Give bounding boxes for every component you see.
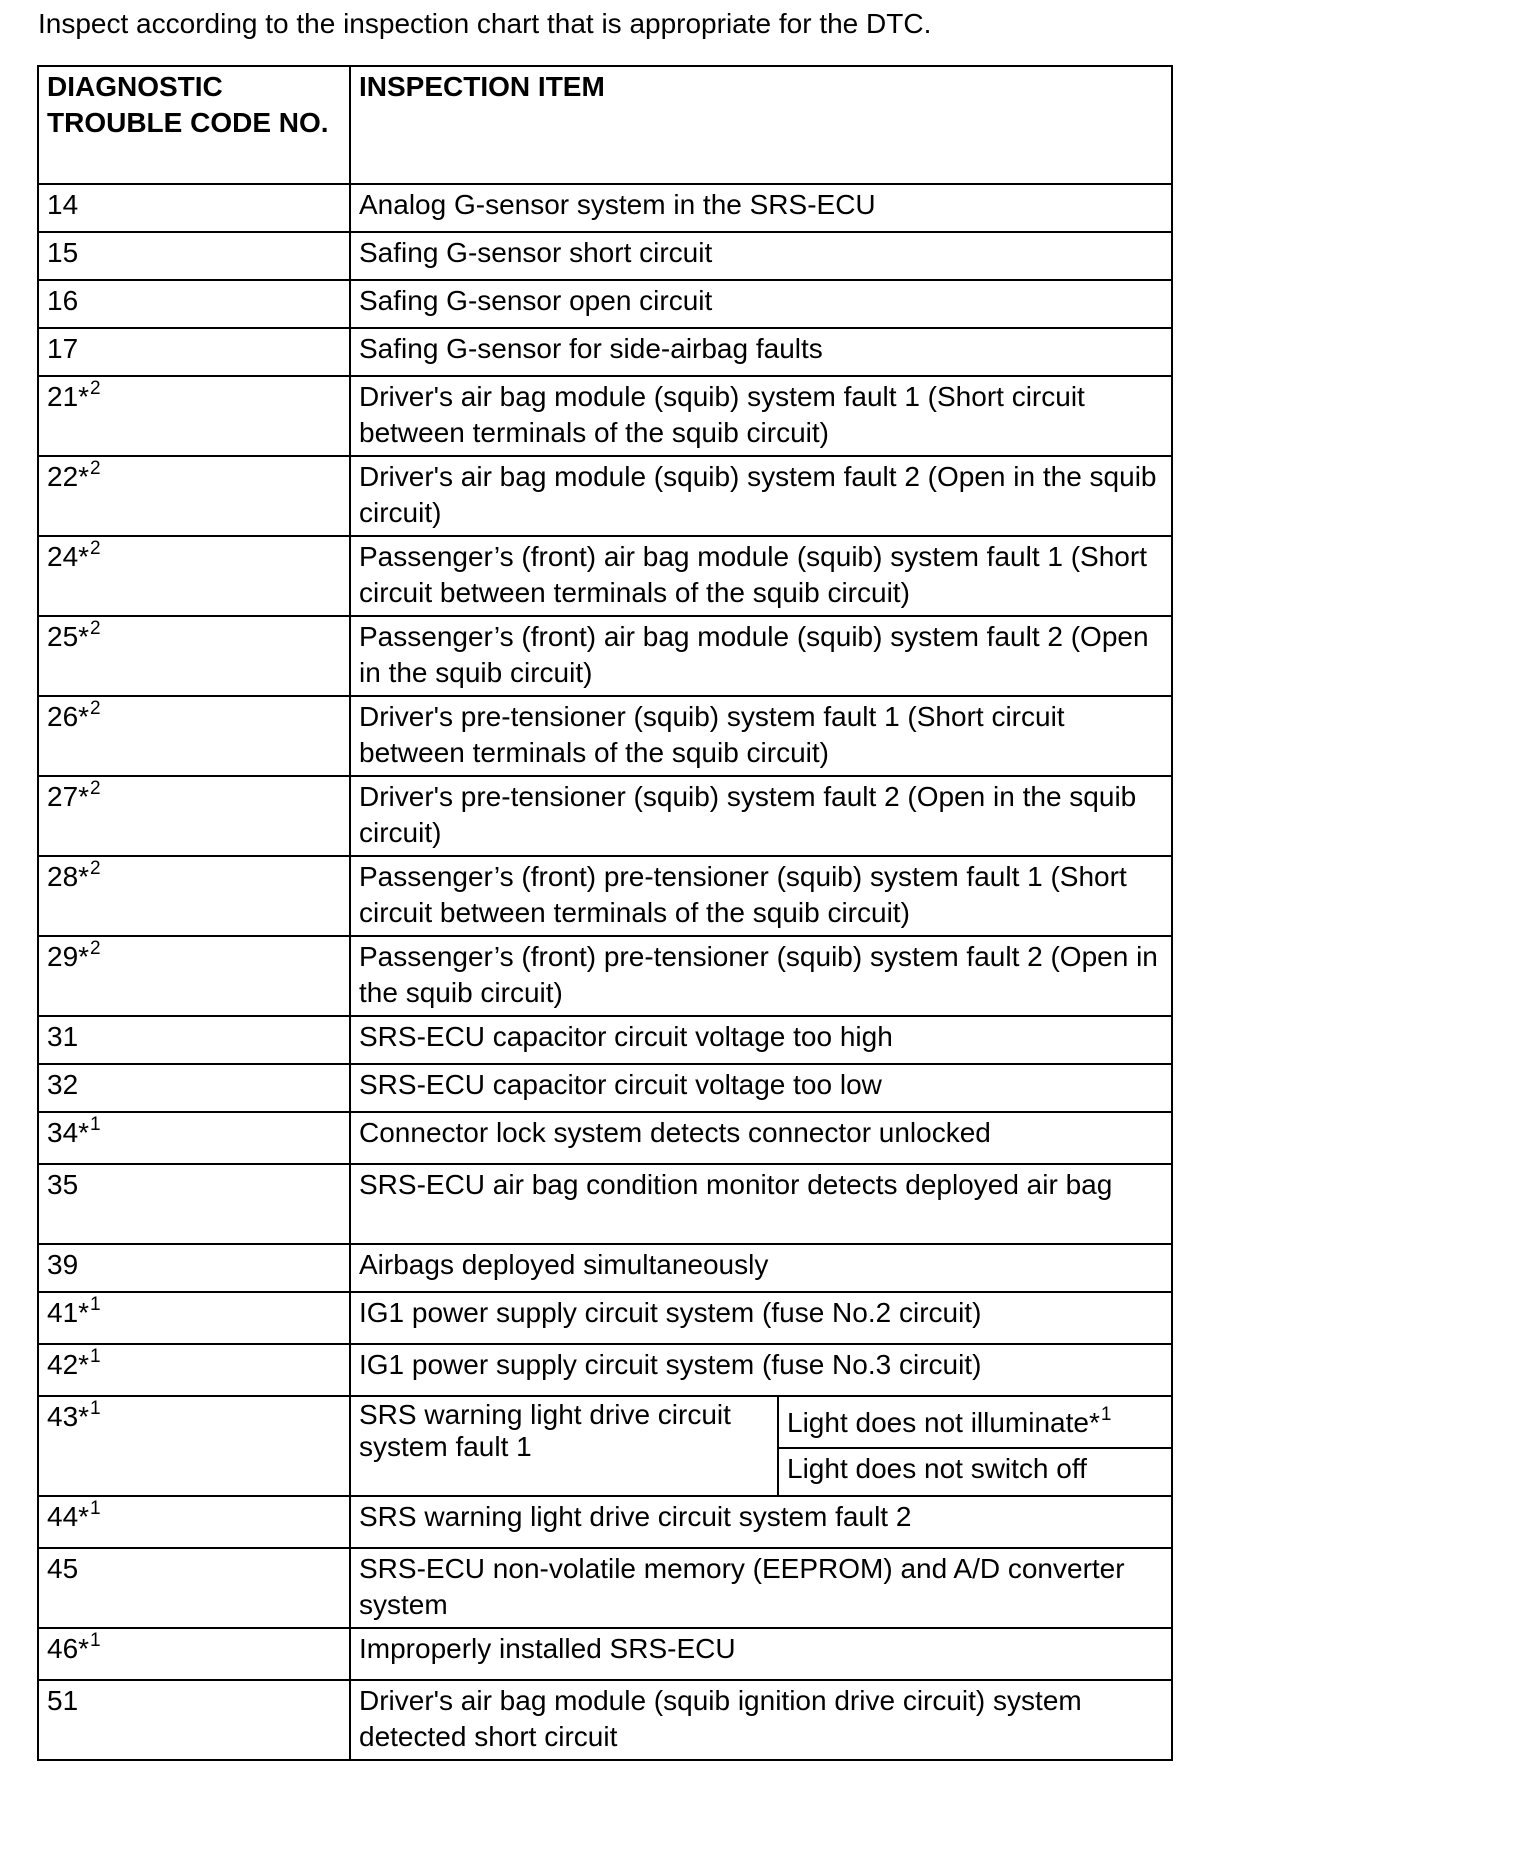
dtc-code xyxy=(38,456,350,536)
dtc-code xyxy=(38,280,350,328)
dtc-code-value: 22* xyxy=(47,461,90,492)
inspection-item: Passenger’s (front) air bag module (squib) system fault 2 (Open in the squib circuit) xyxy=(350,616,1172,696)
dtc-code xyxy=(38,1016,350,1064)
dtc-code-footnote: 2 xyxy=(90,938,101,959)
table-row xyxy=(38,456,1172,536)
table-row xyxy=(38,1496,1172,1548)
inspection-subitem-footnote: 1 xyxy=(1100,1404,1112,1425)
table-row xyxy=(38,376,1172,456)
dtc-code-footnote: 1 xyxy=(90,1346,101,1367)
dtc-code xyxy=(38,1680,350,1760)
dtc-code xyxy=(38,776,350,856)
dtc-code-footnote: 1 xyxy=(90,1498,101,1519)
inspection-item: Passenger’s (front) air bag module (squib) system fault 1 (Short circuit between terminals of the squib circuit) xyxy=(350,536,1172,616)
inspection-item: Passenger’s (front) pre-tensioner (squib) system fault 1 (Short circuit between terminals of the squib circuit) xyxy=(350,856,1172,936)
table-row xyxy=(38,1292,1172,1344)
dtc-code xyxy=(38,184,350,232)
inspection-item: Airbags deployed simultaneously xyxy=(350,1244,1172,1292)
inspection-item: Passenger’s (front) pre-tensioner (squib) system fault 2 (Open in the squib circuit) xyxy=(350,936,1172,1016)
table-row xyxy=(38,232,1172,280)
table-row xyxy=(38,1112,1172,1164)
dtc-inspection-table xyxy=(37,65,1173,1761)
dtc-code-value: 51 xyxy=(47,1685,79,1716)
dtc-code-value: 39 xyxy=(47,1249,79,1280)
dtc-code-value: 29* xyxy=(47,941,90,972)
inspection-item: Driver's air bag module (squib) system fault 1 (Short circuit between terminals of the squib circuit) xyxy=(350,376,1172,456)
inspection-subitem-text: Light does not illuminate* xyxy=(787,1407,1100,1438)
inspection-item: SRS-ECU air bag condition monitor detects deployed air bag xyxy=(350,1164,1172,1244)
inspection-item: Improperly installed SRS-ECU xyxy=(350,1628,1172,1680)
dtc-code-footnote: 1 xyxy=(90,1114,101,1135)
dtc-code xyxy=(38,1244,350,1292)
header-code: DIAGNOSTIC TROUBLE CODE NO. xyxy=(38,66,350,184)
table-row xyxy=(38,1016,1172,1064)
dtc-code-value: 44* xyxy=(47,1501,90,1532)
table-row xyxy=(38,1064,1172,1112)
dtc-code xyxy=(38,1064,350,1112)
dtc-code-value: 28* xyxy=(47,861,90,892)
dtc-code xyxy=(38,1548,350,1628)
dtc-code-value: 27* xyxy=(47,781,90,812)
inspection-item: IG1 power supply circuit system (fuse No.2 circuit) xyxy=(350,1292,1172,1344)
dtc-code-footnote: 2 xyxy=(90,458,101,479)
dtc-code-value: 16 xyxy=(47,285,79,316)
dtc-code-value: 21* xyxy=(47,381,90,412)
dtc-code-footnote: 2 xyxy=(90,538,101,559)
table-row xyxy=(38,280,1172,328)
table-row xyxy=(38,536,1172,616)
dtc-code-value: 17 xyxy=(47,333,79,364)
header-item: INSPECTION ITEM xyxy=(350,66,1172,184)
dtc-code xyxy=(38,1292,350,1344)
dtc-code xyxy=(38,616,350,696)
inspection-item: SRS-ECU non-volatile memory (EEPROM) and A/D converter system xyxy=(350,1548,1172,1628)
dtc-code xyxy=(38,696,350,776)
inspection-item: Driver's air bag module (squib ignition drive circuit) system detected short circuit xyxy=(350,1680,1172,1760)
table-row xyxy=(38,616,1172,696)
dtc-code xyxy=(38,856,350,936)
dtc-code-footnote: 2 xyxy=(90,698,101,719)
dtc-code-value: 26* xyxy=(47,701,90,732)
table-row xyxy=(38,856,1172,936)
dtc-code-value: 45 xyxy=(47,1553,79,1584)
dtc-code-value: 32 xyxy=(47,1069,79,1100)
inspection-item: Driver's pre-tensioner (squib) system fault 2 (Open in the squib circuit) xyxy=(350,776,1172,856)
dtc-code xyxy=(38,328,350,376)
dtc-code-footnote: 1 xyxy=(90,1398,101,1419)
dtc-code xyxy=(38,1396,350,1496)
dtc-code-value: 42* xyxy=(47,1349,90,1380)
dtc-code-footnote: 2 xyxy=(90,858,101,879)
table-row xyxy=(38,1680,1172,1760)
dtc-code-value: 35 xyxy=(47,1169,79,1200)
table-row xyxy=(38,696,1172,776)
table-row xyxy=(38,936,1172,1016)
inspection-item: Safing G-sensor for side-airbag faults xyxy=(350,328,1172,376)
dtc-code-footnote: 1 xyxy=(90,1630,101,1651)
dtc-code xyxy=(38,936,350,1016)
table-row xyxy=(38,776,1172,856)
dtc-code-value: 15 xyxy=(47,237,79,268)
dtc-code-footnote: 2 xyxy=(90,378,101,399)
dtc-code-value: 34* xyxy=(47,1117,90,1148)
table-body xyxy=(38,184,1172,1760)
table-row xyxy=(38,1548,1172,1628)
inspection-item: IG1 power supply circuit system (fuse No.3 circuit) xyxy=(350,1344,1172,1396)
inspection-item: SRS-ECU capacitor circuit voltage too high xyxy=(350,1016,1172,1064)
inspection-item: Safing G-sensor open circuit xyxy=(350,280,1172,328)
dtc-code-value: 41* xyxy=(47,1297,90,1328)
intro-text: Inspect according to the inspection chart that is appropriate for the DTC. xyxy=(38,8,932,39)
dtc-code-value: 24* xyxy=(47,541,90,572)
inspection-item: Safing G-sensor short circuit xyxy=(350,232,1172,280)
dtc-code xyxy=(38,1628,350,1680)
dtc-code-footnote: 2 xyxy=(90,778,101,799)
table-row xyxy=(38,1396,1172,1448)
table-row xyxy=(38,1244,1172,1292)
table-row xyxy=(38,1344,1172,1396)
dtc-code xyxy=(38,376,350,456)
inspection-item: SRS warning light drive circuit system fault 2 xyxy=(350,1496,1172,1548)
dtc-code xyxy=(38,232,350,280)
inspection-item: Analog G-sensor system in the SRS-ECU xyxy=(350,184,1172,232)
dtc-code-footnote: 2 xyxy=(90,618,101,639)
inspection-item: Connector lock system detects connector unlocked xyxy=(350,1112,1172,1164)
table-header-row xyxy=(38,66,1172,184)
inspection-item: Driver's air bag module (squib) system fault 2 (Open in the squib circuit) xyxy=(350,456,1172,536)
inspection-subitem: Light does not switch off xyxy=(778,1448,1172,1496)
dtc-code xyxy=(38,1344,350,1396)
dtc-code-value: 25* xyxy=(47,621,90,652)
dtc-code xyxy=(38,536,350,616)
table-row xyxy=(38,184,1172,232)
table-row xyxy=(38,1164,1172,1244)
dtc-code-footnote: 1 xyxy=(90,1294,101,1315)
table-row xyxy=(38,1628,1172,1680)
dtc-code-value: 31 xyxy=(47,1021,79,1052)
dtc-code xyxy=(38,1496,350,1548)
dtc-code-value: 43* xyxy=(47,1401,90,1432)
dtc-code xyxy=(38,1112,350,1164)
dtc-code-value: 46* xyxy=(47,1633,90,1664)
dtc-code-value: 14 xyxy=(47,189,79,220)
inspection-item: SRS-ECU capacitor circuit voltage too low xyxy=(350,1064,1172,1112)
inspection-subitem xyxy=(778,1396,1172,1448)
inspection-item: SRS warning light drive circuit system fault 1 xyxy=(350,1396,778,1496)
table-row xyxy=(38,328,1172,376)
dtc-code xyxy=(38,1164,350,1244)
inspection-item: Driver's pre-tensioner (squib) system fault 1 (Short circuit between terminals of the squib circuit) xyxy=(350,696,1172,776)
